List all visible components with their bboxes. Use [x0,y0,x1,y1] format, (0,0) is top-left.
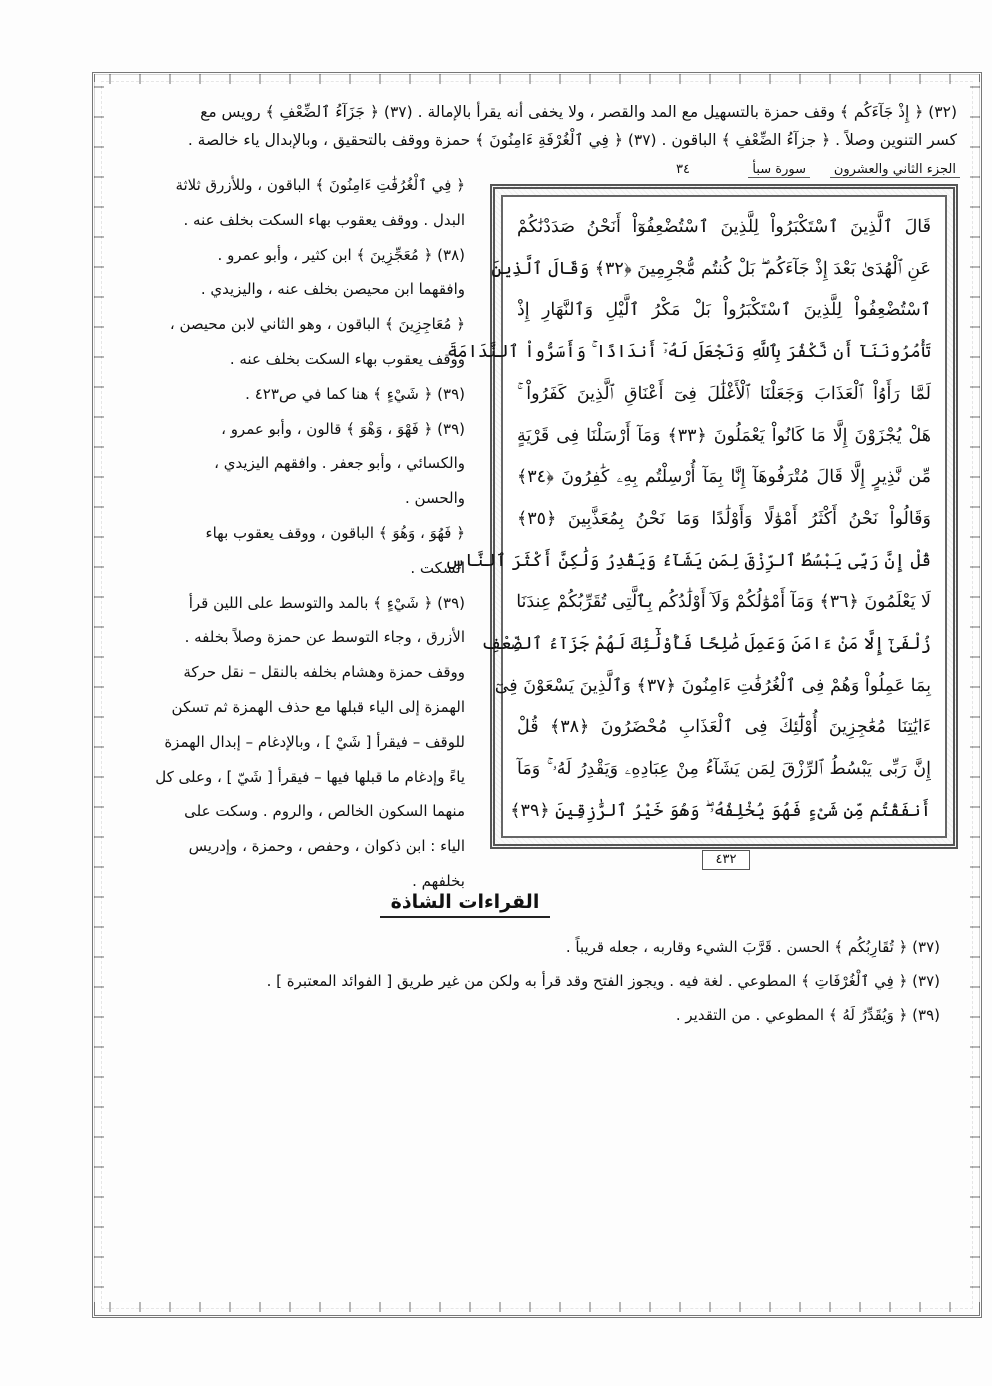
note-line: والحسن . [405,489,465,508]
mushaf-panel [444,184,958,849]
note-line: ﴿ فِي ٱلْغُرُفَٰتِ ءَامِنُونَ ﴾ الباقون ، وللأزرق ثلاثة [175,176,465,194]
top-note-line: (٣٢) ﴿ إِذْ جَآءَكُم ﴾ وقف حمزة بالتسهيل مع المد والقصر ، ولا يخفى أنه يقرأ بالإمالة . (٣٧) ﴿ جَزَآءُ ٱلضِّعْفِ ﴾ رويس مع [200,103,957,121]
top-notes [112,98,957,154]
mushaf-line: ٱسْتُضْعِفُواْ لِلَّذِينَ ٱسْتَكْبَرُواْ بَلْ مَكْرُ ٱلَّيْلِ وَٱلنَّهَارِ إِذْ [517,300,931,321]
mushaf-line: زُلْفَىٰٓ إِلَّا مَنْ ءَامَنَ وَعَمِلَ صَٰلِحًا فَأُوْلَٰٓئِكَ لَهُمْ جَزَآءُ ٱلضِّعْفِ [481,634,931,655]
border-ornament-bottom [95,1302,979,1312]
note-line: والكسائي ، وأبو جعفر . وافقهم اليزيدي ، [214,454,465,473]
mushaf-line: قُلْ إِنَّ رَبِّى يَبْسُطُ ٱلرِّزْقَ لِمَن يَشَآءُ وَيَقْدِرُ وَلَٰكِنَّ أَكْثَرَ ٱلنَّاسِ [444,550,931,571]
reading-item: (٣٩) ﴿ وَيُقَدِّرُ لَهُ ﴾ المطوعي . من التقدير . [675,1006,940,1024]
note-line: (٣٩) ﴿ شَيْءٍ ﴾ هنا كما في ص٤٢٣ . [245,384,465,403]
left-notes [120,168,465,899]
note-line: ﴿ فَهُوَ ، وَهُوَ ﴾ الباقون ، ووقف يعقوب بهاء [205,523,465,542]
mushaf-line: أَنفَقْتُم مِّن شَىْءٍ فَهُوَ يُخْلِفُهُۥ ۖ وَهُوَ خَيْرُ ٱلرَّٰزِقِينَ ﴿٣٩﴾ [510,800,931,821]
mushaf-text [444,195,947,838]
reading-item: (٣٧) ﴿ تُقَارِبُكُم ﴾ الحسن . قَرَّبَ الشيء وقاربه ، جعله قريباً . [565,938,940,956]
reading-item: (٣٧) ﴿ فِي ٱلْغُرْفَاتِ ﴾ المطوعي . لغة فيه . ويجوز الفتح وقد قرأ به ولكن من غير طريق [ الفوائد المعتبرة ] . [266,972,940,990]
note-line: البدل . ووقف يعقوب بهاء السكت بخلف عنه . [183,210,465,229]
note-line: بخلفهم . [412,871,465,890]
mushaf-line: عَنِ ٱلْهُدَىٰ بَعْدَ إِذْ جَآءَكُم ۖ بَلْ كُنتُم مُّجْرِمِينَ ﴿٣٢﴾ وَقَالَ ٱلَّذِينَ [491,258,931,279]
mushaf-line: لَا يَعْلَمُونَ ﴿٣٦﴾ وَمَآ أَمْوَٰلُكُمْ وَلَآ أَوْلَٰدُكُم بِٱلَّتِى تُقَرِّبُكُمْ عِندَنَا [516,592,931,613]
mushaf-line: إِنَّ رَبِّى يَبْسُطُ ٱلرِّزْقَ لِمَن يَشَآءُ مِنْ عِبَادِهِۦ وَيَقْدِرُ لَهُۥ ۚ وَمَآ [517,759,931,780]
note-line: الهمزة إلى الياء قبلها مع حذف الهمزة ثم تسكن [171,697,465,716]
mushaf-line: بِمَا عَمِلُواْ وَهُمْ فِى ٱلْغُرُفَٰتِ ءَامِنُونَ ﴿٣٧﴾ وَٱلَّذِينَ يَسْعَوْنَ فِىٓ [494,675,931,696]
mushaf-line: وَقَالُواْ نَحْنُ أَكْثَرُ أَمْوَٰلًا وَأَوْلَٰدًا وَمَا نَحْنُ بِمُعَذَّبِينَ ﴿٣٥﴾ [517,508,931,529]
mushaf-line: ءَايَٰتِنَا مُعَٰجِزِينَ أُوْلَٰٓئِكَ فِى ٱلْعَذَابِ مُحْضَرُونَ ﴿٣٨﴾ قُلْ [517,717,931,738]
note-line: السكت . [410,558,465,577]
shadh-readings-list [200,930,940,1032]
note-line: ووقف يعقوب بهاء السكت بخلف عنه . [229,349,465,368]
note-line: الأزرق ، وجاء التوسط عن حمزة وصلاً بخلفه . [184,628,465,647]
note-line: ﴿ مُعَاجِزِينَ ﴾ الباقون ، وهو الثاني لابن محيصن ، [169,315,465,334]
surah-number: ٣٤ [676,162,690,177]
page-number: ٤٣٢ [702,850,750,870]
note-line: (٣٩) ﴿ شَيْءٍ ﴾ بالمد والتوسط على اللين قرأ [188,593,465,612]
juz-label: الجزء الثاني والعشرون [830,162,960,178]
note-line: (٣٩) ﴿ فَهْوَ ، وَهْوَ ﴾ قالون ، وأبو عمرو ، [221,419,465,438]
mushaf-line: تَأْمُرُونَنَآ أَن نَّكْفُرَ بِٱللَّهِ وَنَجْعَلَ لَهُۥٓ أَندَادًا ۚ وَأَسَرُّواْ ٱلنَّدَامَةَ [447,342,931,363]
top-note-line: كسر التنوين وصلاً . ﴿ جزآءُ الضِّعْفِ ﴾ الباقون . (٣٧) ﴿ فِي ٱلْغُرْفَةِ ءَامِنُونَ ﴾ حمزة ووقف بالتحقيق ، وبالإبدال ياء خالصة . [187,131,957,149]
note-line: وافقهما ابن محيصن بخلف عنه ، واليزيدي . [200,280,465,299]
mushaf-line: قَالَ ٱلَّذِينَ ٱسْتَكْبَرُواْ لِلَّذِينَ ٱسْتُضْعِفُوٓاْ أَنَحْنُ صَدَدْنَٰكُمْ [517,217,931,237]
note-line: للوقف – فيقرأ [ شَيْ ] ، وبالإدغام – إبدال الهمزة [164,732,465,751]
section-title: القراءات الشاذة [380,888,550,918]
mushaf-line: لَمَّا رَأَوُاْ ٱلْعَذَابَ وَجَعَلْنَا ٱلْأَغْلَٰلَ فِىٓ أَعْنَاقِ ٱلَّذِينَ كَفَرُواْ ۚ [517,383,931,404]
note-line: ووقف حمزة وهشام بخلفه بالنقل – نقل حركة [183,663,465,682]
note-line: منهما السكون الخالص ، والروم . وسكت على [184,802,465,821]
border-ornament-top [95,74,979,84]
border-ornament-left [94,82,104,1302]
mushaf-line: هَلْ يُجْزَوْنَ إِلَّا مَا كَانُواْ يَعْمَلُونَ ﴿٣٣﴾ وَمَآ أَرْسَلْنَا فِى قَرْيَةٍ [517,425,931,446]
mushaf-line: مِّن نَّذِيرٍ إِلَّا قَالَ مُتْرَفُوهَآ إِنَّا بِمَآ أُرْسِلْتُم بِهِۦ كَٰفِرُونَ ﴿٣٤﴾ [517,467,931,488]
border-ornament-right [970,82,980,1302]
note-line: ياءً وإدغام ما قبلها فيها – فيقرأ [ شَيّ ] ، وعلى كل [155,767,465,786]
surah-label: سورة سبأ [748,162,810,178]
mushaf-header [490,160,960,184]
note-line: الياء : ابن ذكوان ، وحفص ، وحمزة ، وإدريس [188,837,465,856]
note-line: (٣٨) ﴿ مُعَجِّزِينَ ﴾ ابن كثير ، وأبو عمرو . [217,245,465,264]
